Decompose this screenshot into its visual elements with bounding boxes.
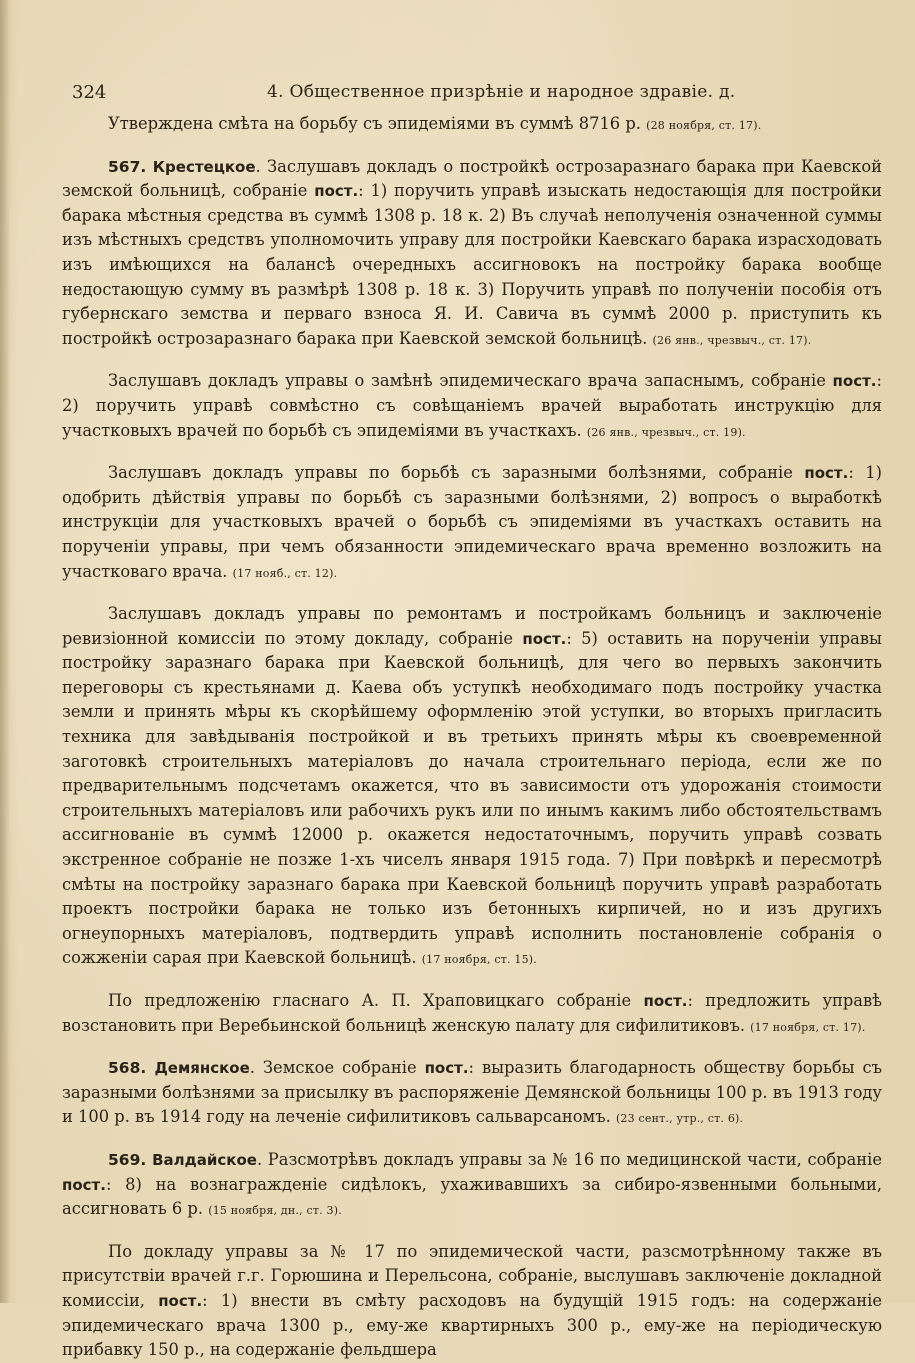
entry-number: 567. xyxy=(108,157,153,176)
paragraph-text: : 1) одобрить дѣйствія управы по борьбѣ съ заразными болѣзнями, 2) вопросъ о выработкѣ инструкціи для участковыхъ врачей о борьбѣ съ эпидеміями въ участкахъ оставить на порученіи управы, при чемъ обязанности эпидемическаго врача временно возложить на участковаго врача. xyxy=(62,463,882,581)
entry-number: 568. xyxy=(108,1059,155,1078)
paragraph-approved-estimate xyxy=(62,112,882,139)
district-name: Демянское xyxy=(154,1059,250,1078)
paragraph-text: : 8) на вознагражденіе сидѣлокъ, ухаживавшихъ за сибиро-язвенными больными, ассигновать 6 р. xyxy=(62,1174,882,1219)
resolution-keyword: пост. xyxy=(832,372,877,391)
resolution-keyword: пост. xyxy=(158,1291,203,1310)
paragraph-report-17 xyxy=(62,1240,882,1363)
entry-number: 569. xyxy=(108,1150,153,1169)
paragraph-text: . Разсмотрѣвъ докладъ управы за № 16 по медицинской части, собраніе xyxy=(256,1149,883,1169)
paragraph-text: : 5) оставить на порученіи управы постройку заразнаго барака при Каевской больницѣ, для чего во первыхъ закончить переговоры съ крестьянами д. Каева объ уступкѣ необходимаго подъ постройку участка земли и принять мѣры къ скорѣйшему оформленію этой уступки, во вторыхъ пригласить техника для завѣдыванія постройкой и въ третьихъ принять мѣры къ своевременной заготовкѣ строительныхъ матеріаловъ до начала строительнаго періода, если же по предварительнымъ подсчетамъ окажется, что въ зависимости отъ удорожанія стоимости строительныхъ матеріаловъ или рабочихъ рукъ или по инымъ какимъ либо обстоятельствамъ ассигнованіе въ суммѣ 12000 р. окажется недостаточнымъ, поручить управѣ созвать экстренное собраніе не позже 1-хъ чиселъ января 1915 года. 7) При повѣркѣ и пересмотрѣ смѣты на постройку заразнаго барака при Каевской больницѣ поручить управѣ разработать проектъ постройки барака не только изъ бетонныхъ кирпичей, но и изъ другихъ огнеупорныхъ матеріаловъ, подтвердить управѣ исполнить постановленіе собранія о сожженіи сарая при Каевской больницѣ. xyxy=(62,628,882,968)
citation-reference: (26 янв., чрезвыч., ст. 17). xyxy=(652,333,812,347)
citation-reference: (17 ноября, ст. 17). xyxy=(750,1020,866,1034)
paragraph-verebinskaya xyxy=(62,989,882,1040)
paragraph-text: Заслушавъ докладъ управы по ремонтамъ и постройкамъ больницъ и заключеніе ревизіонной комиссіи по этому докладу, собраніе xyxy=(62,604,882,648)
district-name: Валдайское xyxy=(152,1150,257,1169)
citation-reference: (17 ноября, ст. 15). xyxy=(421,953,537,967)
paragraph-text: : выразить благодарность обществу борьбы съ заразными болѣзнями за присылку въ распоряженіе Демянской больницы 100 р. въ 1913 году и 100 р. въ 1914 году на леченіе сифилитиковъ сальварсаномъ. xyxy=(62,1058,883,1127)
document-body xyxy=(62,112,882,1363)
resolution-keyword: пост. xyxy=(643,992,688,1010)
paragraph-text: : 1) внести въ смѣту расходовъ на будущій 1915 годъ: на содержаніе эпидемическаго врача 1300 р., ему-же квартирныхъ 300 р., ему-же на періодическую прибавку 150 р., на содержаніе фельдшера xyxy=(62,1290,882,1360)
resolution-keyword: пост. xyxy=(522,629,567,648)
paragraph-hospital-construction xyxy=(62,602,882,973)
paragraph-text: : предложить управѣ возстановить при Веребьинской больницѣ женскую палату для сифилитиковъ. xyxy=(62,991,882,1035)
resolution-keyword: пост. xyxy=(424,1059,469,1078)
paragraph-text: Заслушавъ докладъ управы о замѣнѣ эпидемическаго врача запаснымъ, собраніе xyxy=(108,371,833,391)
paragraph-text: По докладу управы за № 17 по эпидемической части, разсмотрѣнному также въ присутствіи врачей г.г. Горюшина и Перельсона, собраніе, выслушавъ заключеніе докладной комиссіи, xyxy=(62,1241,882,1310)
paragraph-text: : 2) поручить управѣ совмѣстно съ совѣщаніемъ врачей выработать инструкцію для участковыхъ врачей по борьбѣ съ эпидеміями въ участкахъ. xyxy=(62,371,882,440)
paragraph-text: : 1) поручить управѣ изыскать недостающія для постройки барака мѣстныя средства въ суммѣ 1308 р. 18 к. 2) Въ случаѣ неполученія означенной суммы изъ мѣстныхъ средствъ уполномочить управу для постройки Каевскаго барака израсходовать изъ имѣющихся на балансѣ очередныхъ ассигновокъ на постройку барака вообще недостающую сумму въ размѣрѣ 1308 р. 18 к. 3) Поручить управѣ по полученіи пособія отъ губернскаго земства и перваго взноса Я. И. Савича въ суммѣ 2000 р. приступить къ постройкѣ острозаразнаго барака при Каевской земской больницѣ. xyxy=(62,181,882,348)
entry-567-krestetskoe xyxy=(62,155,882,354)
citation-reference: (15 ноября, дн., ст. 3). xyxy=(208,1204,342,1218)
paragraph-infectious-diseases xyxy=(62,461,882,586)
resolution-keyword: пост. xyxy=(804,464,849,483)
page-header xyxy=(62,78,882,112)
citation-reference: (17 нояб., ст. 12). xyxy=(232,566,338,580)
paragraph-text: . Заслушавъ докладъ о постройкѣ острозаразнаго барака при Каевской земской больницѣ, собраніе xyxy=(62,156,883,201)
resolution-keyword: пост. xyxy=(62,1175,106,1194)
citation-reference: (26 янв., чрезвыч., ст. 19). xyxy=(586,425,746,439)
citation-reference: (28 ноября, ст. 17). xyxy=(646,119,762,132)
district-name: Крестецкое xyxy=(152,157,256,176)
entry-569-valdayskoe xyxy=(62,1148,882,1224)
paragraph-text: По предложенію гласнаго А. П. Храповицкаго собраніе xyxy=(108,991,644,1010)
paragraph-epidemic-doctor xyxy=(62,369,882,445)
citation-reference: (23 сент., утр., ст. 6). xyxy=(615,1112,744,1126)
entry-568-demyanskoe xyxy=(62,1056,882,1132)
page-number: 324 xyxy=(72,82,107,103)
paragraph-text: . Земское собраніе xyxy=(249,1058,425,1078)
running-title: 4. Общественное призрѣніе и народное здравіе. д. xyxy=(267,82,736,102)
paragraph-text: Заслушавъ докладъ управы по борьбѣ съ заразными болѣзнями, собраніе xyxy=(108,463,805,483)
resolution-keyword: пост. xyxy=(314,182,359,201)
paragraph-text: Утверждена смѣта на борьбу съ эпидеміями въ суммѣ 8716 р. xyxy=(108,114,647,133)
